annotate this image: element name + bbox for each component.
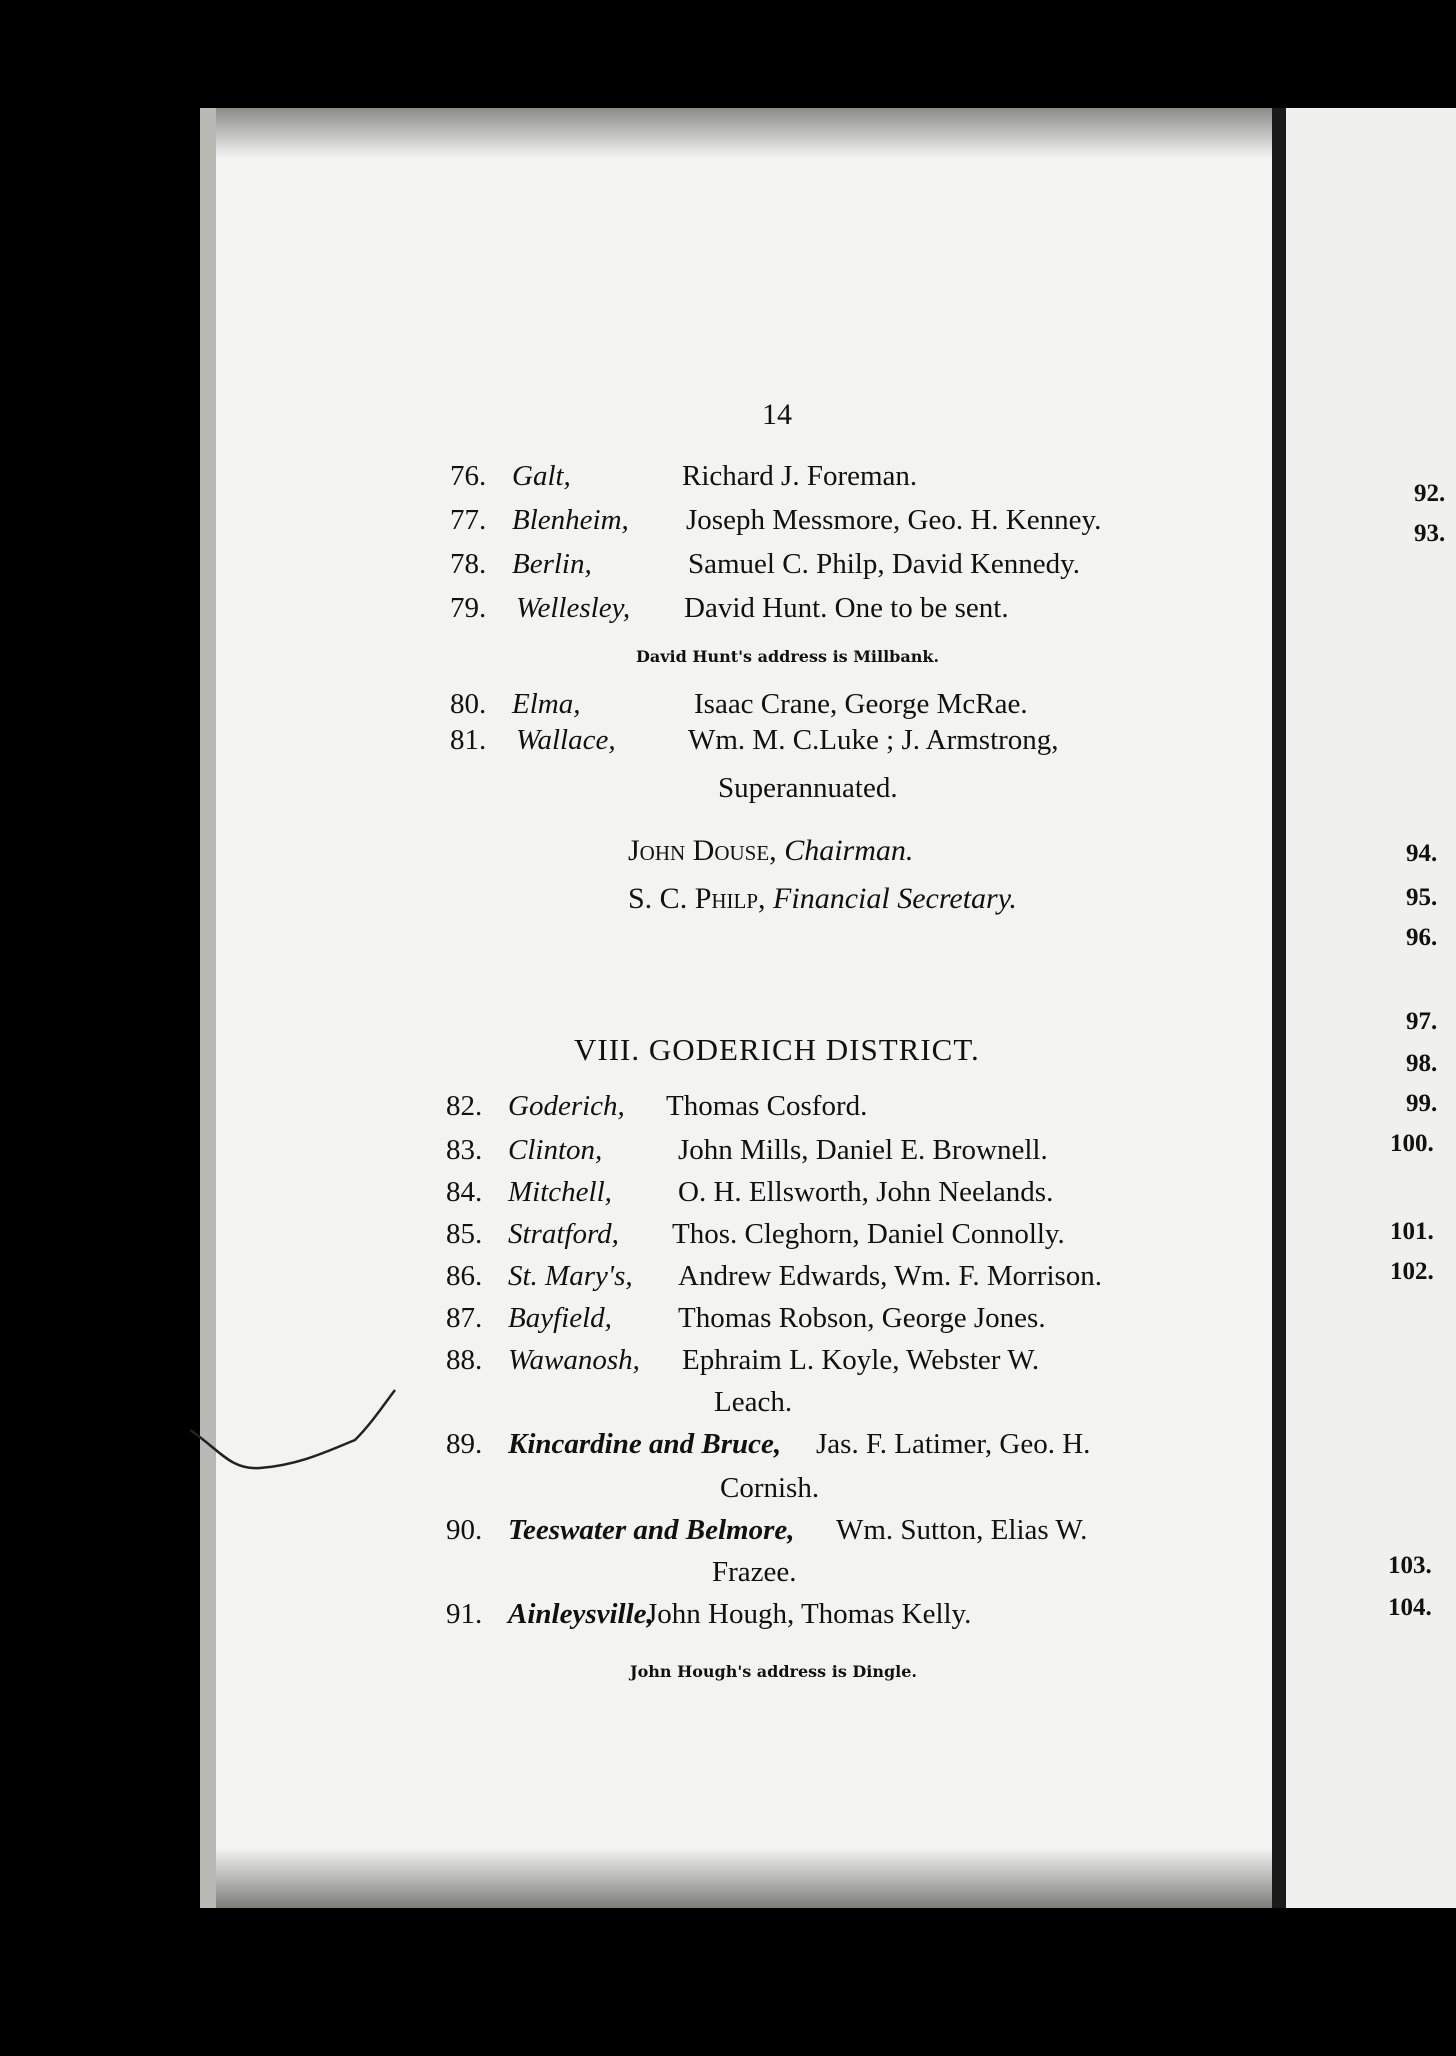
entry-number: 88. xyxy=(446,1344,483,1376)
entry-number: 76. xyxy=(450,460,487,492)
district-heading: VIII. GODERICH DISTRICT. xyxy=(574,1032,980,1067)
edge-number: 101. xyxy=(1390,1218,1434,1245)
entry-names: Thos. Cleghorn, Daniel Connolly. xyxy=(672,1218,1065,1250)
entry-number: 89. xyxy=(446,1428,483,1460)
entry-number: 87. xyxy=(446,1302,483,1334)
page-shadow-bottom xyxy=(216,1848,1280,1908)
entry-place: Wawanosh, xyxy=(508,1344,640,1376)
entry-names: Thomas Robson, George Jones. xyxy=(678,1302,1046,1334)
entry-place: Berlin, xyxy=(512,548,592,580)
secretary-signature xyxy=(628,882,1017,916)
entry-names: Jas. F. Latimer, Geo. H. xyxy=(816,1428,1091,1460)
entry-place: St. Mary's, xyxy=(508,1260,633,1292)
entry-place: Mitchell, xyxy=(508,1176,612,1208)
edge-number: 95. xyxy=(1406,884,1438,911)
entry-names: David Hunt. One to be sent. xyxy=(684,592,1009,624)
entry-names: John Mills, Daniel E. Brownell. xyxy=(678,1134,1048,1166)
entry-number: 85. xyxy=(446,1218,483,1250)
entry-names: John Hough, Thomas Kelly. xyxy=(646,1598,972,1630)
entry-number: 79. xyxy=(450,592,487,624)
entry-number: 80. xyxy=(450,688,487,720)
pencil-mark xyxy=(180,1370,410,1480)
book-gutter xyxy=(1272,108,1286,1908)
chairman-title: Chairman. xyxy=(784,834,914,867)
entry-names: Joseph Messmore, Geo. H. Kenney. xyxy=(686,504,1102,536)
chairman-signature xyxy=(628,834,913,868)
address-note: John Hough's address is Dingle. xyxy=(630,1662,917,1681)
entry-names: Richard J. Foreman. xyxy=(682,460,918,492)
entry-names: O. H. Ellsworth, John Neelands. xyxy=(678,1176,1054,1208)
edge-number: 103. xyxy=(1388,1552,1432,1579)
page-shadow-top xyxy=(216,108,1280,158)
entry-number: 81. xyxy=(450,724,487,756)
entry-number: 82. xyxy=(446,1090,483,1122)
entry-number: 77. xyxy=(450,504,487,536)
secretary-title: Financial Secretary. xyxy=(773,882,1017,915)
edge-number: 94. xyxy=(1406,840,1438,867)
entry-place: Galt, xyxy=(512,460,571,492)
chairman-name: John Douse, xyxy=(628,834,777,867)
entry-names: Thomas Cosford. xyxy=(666,1090,868,1122)
entry-place: Teeswater and Belmore, xyxy=(508,1514,795,1546)
entry-place: Stratford, xyxy=(508,1218,619,1250)
edge-number: 98. xyxy=(1406,1050,1438,1077)
entry-place: Clinton, xyxy=(508,1134,603,1166)
entry-number: 91. xyxy=(446,1598,483,1630)
entry-names: Ephraim L. Koyle, Webster W. xyxy=(682,1344,1040,1376)
book-page xyxy=(200,108,1280,1908)
entry-names: Wm. M. C.Luke ; J. Armstrong, xyxy=(688,724,1059,756)
edge-number: 104. xyxy=(1388,1594,1432,1621)
edge-number: 100. xyxy=(1390,1130,1434,1157)
entry-number: 78. xyxy=(450,548,487,580)
entry-place: Goderich, xyxy=(508,1090,625,1122)
entry-number: 83. xyxy=(446,1134,483,1166)
entry-continuation: Frazee. xyxy=(712,1556,797,1588)
entry-continuation: Leach. xyxy=(714,1386,793,1418)
entry-names: Andrew Edwards, Wm. F. Morrison. xyxy=(678,1260,1103,1292)
entry-place: Blenheim, xyxy=(512,504,629,536)
entry-number: 86. xyxy=(446,1260,483,1292)
entry-place: Wallace, xyxy=(516,724,616,756)
page-number: 14 xyxy=(762,398,792,431)
edge-number: 93. xyxy=(1414,520,1446,547)
entry-place: Wellesley, xyxy=(516,592,631,624)
entry-names: Isaac Crane, George McRae. xyxy=(694,688,1028,720)
entry-place: Ainleysville, xyxy=(508,1598,654,1630)
entry-names: Wm. Sutton, Elias W. xyxy=(836,1514,1088,1546)
edge-number: 96. xyxy=(1406,924,1438,951)
entry-place: Kincardine and Bruce, xyxy=(508,1428,782,1460)
entry-number: 90. xyxy=(446,1514,483,1546)
entry-continuation: Superannuated. xyxy=(718,772,898,804)
entry-place: Elma, xyxy=(512,688,581,720)
address-note: David Hunt's address is Millbank. xyxy=(636,647,940,666)
entry-place: Bayfield, xyxy=(508,1302,612,1334)
edge-number: 92. xyxy=(1414,480,1446,507)
entry-continuation: Cornish. xyxy=(720,1472,820,1504)
secretary-name: S. C. Philp, xyxy=(628,882,766,915)
entry-number: 84. xyxy=(446,1176,483,1208)
edge-number: 97. xyxy=(1406,1008,1438,1035)
entry-names: Samuel C. Philp, David Kennedy. xyxy=(688,548,1080,580)
edge-number: 99. xyxy=(1406,1090,1438,1117)
edge-number: 102. xyxy=(1390,1258,1434,1285)
